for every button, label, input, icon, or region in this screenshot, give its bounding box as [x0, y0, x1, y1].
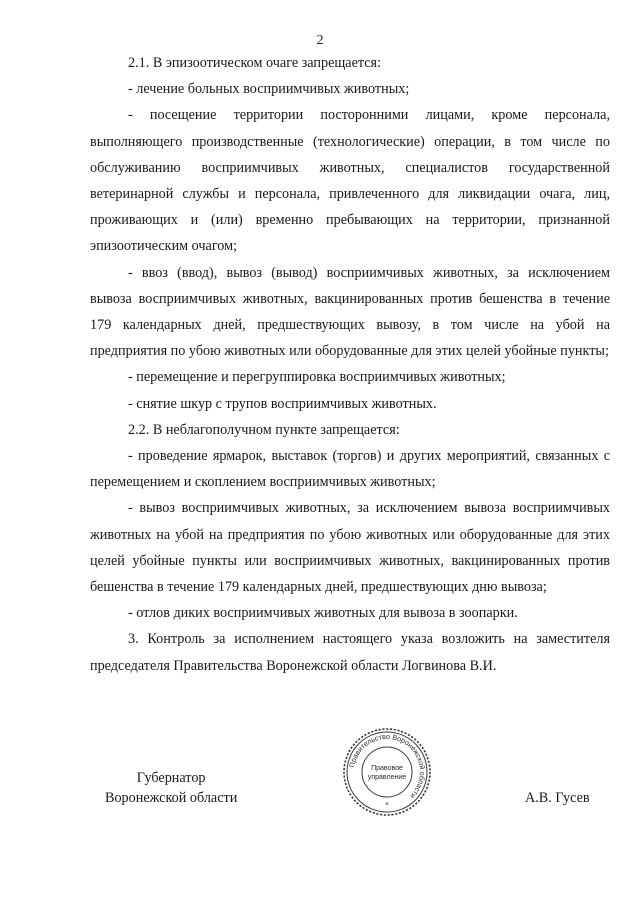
- seal-center-line2: управление: [367, 774, 407, 781]
- seal-center-line1: Правовое: [371, 765, 403, 772]
- section-3-paragraph: 3. Контроль за исполнением настоящего указа возложить на заместителя председателя Правительства Воронежской области Логвинова В.И.: [90, 631, 610, 674]
- list-item: - лечение больных восприимчивых животных;: [128, 81, 410, 98]
- signatory-name: А.В. Гусев: [525, 790, 590, 806]
- signatory-title-line1: Губернатор: [136, 770, 206, 786]
- seal-ring-text: Правительство Воронежской области: [347, 731, 428, 801]
- list-item: - ввоз (ввод), вывоз (вывод) восприимчивых животных, за исключением вывоза восприимчивых животных, вакцинированных против бешенства в течение 179 календарных дней, предшествующих вывозу, в том числе на убой на предприятия по убою животных или оборудованные для этих целей убойные пункты;: [90, 264, 610, 360]
- list-item: - снятие шкур с трупов восприимчивых животных.: [128, 395, 437, 412]
- document-body: [90, 50, 610, 679]
- list-item: - вывоз восприимчивых животных, за исключением вывоза восприимчивых животных на убой на предприятия по убою животных или оборудованные для этих целей убойные пункты или восприимчивых животных, вакцинированных против бешенства в течение 179 календарных дней, предшествующих дню вывоза;: [90, 500, 610, 596]
- list-item: - проведение ярмарок, выставок (торгов) и других мероприятий, связанных с перемещением и скоплением восприимчивых животных;: [90, 448, 610, 491]
- section-2-2-heading: 2.2. В неблагополучном пункте запрещается:: [128, 421, 400, 438]
- list-item: - отлов диких восприимчивых животных для вывоза в зоопарки.: [128, 605, 518, 622]
- list-item: - посещение территории посторонними лицами, кроме персонала, выполняющего производственные (технологические) операции, в том числе по обслуживанию восприимчивых животных, специалистов государственной ветеринарной службы и персонала, привлеченного для ликвидации очага, лиц, проживающих и (или) временно пребывающих на территории, признанной эпизоотическим очагом;: [90, 107, 610, 255]
- signatory-title: [105, 768, 237, 808]
- official-seal-stamp: [342, 727, 432, 817]
- section-2-1-heading: 2.1. В эпизоотическом очаге запрещается:: [128, 55, 382, 71]
- list-item: - перемещение и перегруппировка восприимчивых животных;: [128, 369, 506, 386]
- signatory-title-line2: Воронежской области: [105, 790, 238, 806]
- seal-star-icon: *: [385, 801, 389, 809]
- page-number: 2: [316, 33, 324, 48]
